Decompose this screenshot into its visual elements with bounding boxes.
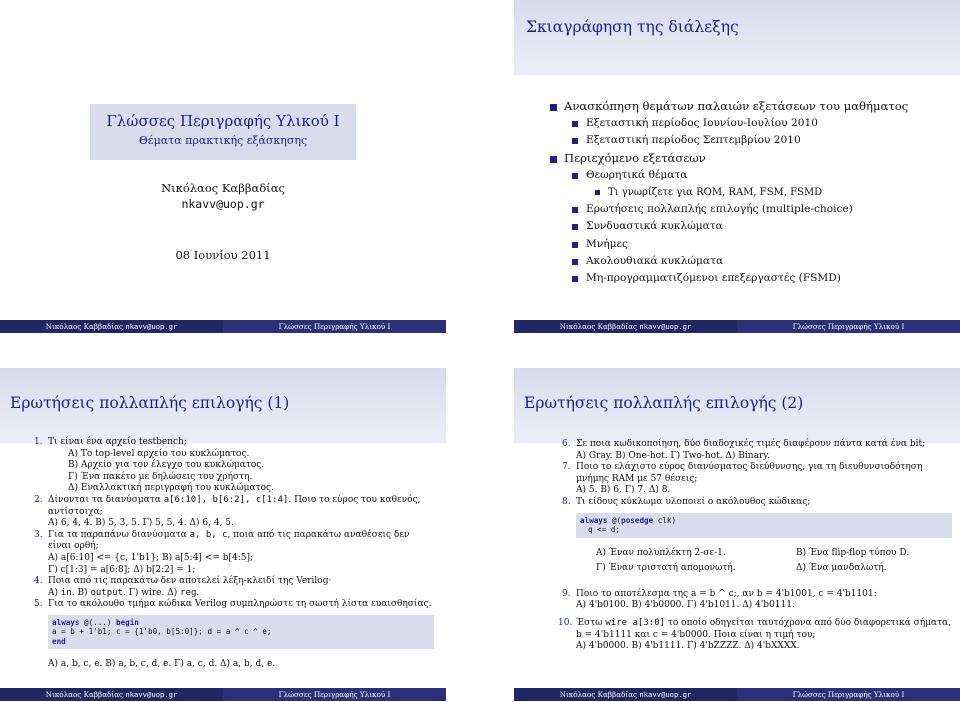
slide-footer — [514, 688, 960, 701]
answers: Α) Gray. Β) One-hot. Γ) Two-hot. Δ) Binary. — [576, 450, 771, 461]
question-text: Για τα παραπάνω διανύσματα — [48, 529, 190, 540]
inline-code: reg — [180, 587, 197, 598]
footer-author: Νικόλαος Καββαδίας — [45, 690, 124, 699]
question-7 — [562, 462, 952, 485]
footer-author: Νικόλαος Καββαδίας — [559, 690, 638, 699]
code-keyword: always — [52, 617, 80, 627]
code-block — [576, 513, 952, 538]
question-text: Ποιο το ελάχιστο εύρος διανύσματος διεύθυνσης, για τη διευθυνσιοδότηση μνήμης RAM με 57 θέσεις; — [576, 462, 923, 484]
slide-footer — [0, 320, 446, 333]
question-text: Τι είναι ένα αρχείο testbench; — [48, 437, 187, 447]
question-list — [34, 437, 434, 671]
slide-footer — [514, 320, 960, 333]
outline-slide — [514, 0, 960, 333]
inline-code: a[6:10], b[6:2], c[1:4] — [163, 494, 289, 505]
question-text: το οποίο οδηγείται ταυτόχρονα από δύο διαφορετικά σήματα, b = 4'b1111 και c = 4'b0000. Ποια είναι η τιμή του; — [576, 617, 952, 640]
question-number: 6. — [562, 439, 571, 449]
outline-item: Τι γνωρίζετε για ROM, RAM, FSM, FSMD — [548, 184, 953, 201]
outline-item: Ανασκόπηση θεμάτων παλαιών εξετάσεων του μαθήματος — [548, 98, 953, 115]
question-text: Ποιο το αποτέλεσμα της a = b ^ c;, αν b = 4'b1001, c = 4'b1101: — [576, 588, 877, 599]
code-block — [48, 615, 434, 650]
outline-item: Ερωτήσεις πολλαπλής επιλογής (multiple-choice) — [548, 201, 953, 218]
outline-item: Εξεταστική περίοδος Σεπτεμβρίου 2010 — [548, 132, 953, 149]
outline-item: Συνδυαστικά κυκλώματα — [548, 218, 953, 235]
answers: Γ) c[1:3] = a[6:8]; Δ) b[2:2] = 1; — [48, 564, 196, 575]
footer-author: Νικόλαος Καββαδίας — [45, 322, 124, 331]
answers: Α) a, b, c, e. Β) a, b, c, d, e. Γ) a, c, d. Δ) a, b, d, e. — [48, 659, 276, 670]
question-5 — [34, 599, 434, 611]
option: Α) Έναν πολυπλέκτη 2-σε-1. — [596, 547, 726, 558]
code-keyword: end — [52, 636, 66, 646]
slide-title: Ερωτήσεις πολλαπλής επιλογής (2) — [524, 394, 804, 412]
mc-slide-1 — [0, 368, 446, 701]
title-box — [90, 104, 356, 160]
slide-title: Ερωτήσεις πολλαπλής επιλογής (1) — [10, 394, 290, 412]
footer-author: Νικόλαος Καββαδίας — [559, 322, 638, 331]
author-block — [0, 180, 446, 212]
option: Δ) Εναλλακτική περιγραφή του κυκλώματος. — [68, 483, 274, 494]
question-number: 4. — [34, 576, 43, 587]
mc-slide-2 — [514, 368, 960, 701]
question-1 — [34, 437, 434, 449]
question-text: Ποια από τις παρακάτω δεν αποτελεί λέξη-κλειδί της Verilog· — [48, 576, 332, 587]
answer-text: Α) — [48, 587, 61, 598]
question-text: . Ποιο το εύρος του καθενός, αντίστοιχα; — [48, 494, 421, 517]
answer-text: . Γ) wire. Δ) — [122, 587, 181, 598]
question-text: Έστω — [576, 617, 606, 628]
code-text: @(...) — [79, 617, 117, 627]
footer-email: nkavv@uop.gr — [125, 322, 178, 331]
question-number: 7. — [562, 462, 571, 473]
question-text: Για το ακόλουθο τμήμα κώδικα Verilog συμπληρώστε τη σωστή λίστα ευαισθησίας. — [48, 599, 432, 610]
code-text: @( — [607, 515, 622, 525]
code-keyword: begin — [116, 617, 139, 627]
option: Γ) Ένα πακέτο με δηλώσεις του χρήστη. — [68, 471, 253, 482]
option: Β) Ένα flip-flop τύπου D. — [796, 547, 910, 558]
question-2 — [34, 495, 434, 518]
option: Β) Αρχείο για τον έλεγχο του κυκλώματος. — [68, 460, 265, 471]
outline-item: Μνήμες — [548, 236, 953, 253]
answers: Α) 5. Β) 6. Γ) 7. Δ) 8. — [576, 485, 671, 496]
question-number: 9. — [562, 588, 571, 599]
presentation-date: 08 Ιουνίου 2011 — [175, 248, 271, 262]
author-name: Νικόλαος Καββαδίας — [161, 181, 285, 195]
answers: Α) a[6:10] <= {c, 1'b1}; Β) a[5:4] <= b[4:5]; — [48, 552, 254, 563]
slide-title: Σκιαγράφηση της διάλεξης — [526, 18, 739, 36]
presentation-title: Γλώσσες Περιγραφής Υλικού Ι — [106, 112, 340, 130]
question-number: 8. — [562, 496, 571, 507]
question-text: Τι είδους κύκλωμα υλοποιεί ο ακόλουθος κώδικας; — [576, 496, 811, 507]
inline-code: output — [90, 587, 123, 598]
question-number: 10. — [558, 617, 573, 628]
question-list — [558, 439, 952, 653]
footer-email: nkavv@uop.gr — [639, 322, 692, 331]
inline-code: a, b, c — [189, 529, 228, 540]
answer-text: . — [196, 587, 200, 598]
question-number: 3. — [34, 529, 43, 540]
outline-item: Εξεταστική περίοδος Ιουνίου-Ιουλίου 2010 — [548, 115, 953, 132]
question-number: 1. — [34, 437, 43, 447]
option: Α) Το top-level αρχείο του κυκλώματος. — [68, 448, 250, 459]
answers — [34, 588, 434, 600]
question-4 — [34, 576, 434, 588]
outline-item: Θεωρητικά θέματα — [548, 167, 953, 184]
outline-list — [548, 98, 953, 287]
title-slide — [0, 0, 446, 333]
option: Δ) Ένα μανδαλωτή. — [796, 563, 887, 574]
code-line: a = b + 1'b1; c = {1'b0, b[5:0]}; d = a ^ c ^ e; — [52, 627, 272, 637]
outline-item: Περιεχόμενο εξετάσεων — [548, 150, 953, 167]
options-grid — [596, 548, 952, 575]
answers: Α) 4'b0100. Β) 4'b0000. Γ) 4'b1011. Δ) 4'b0111. — [576, 600, 795, 611]
question-text: Σε ποια κωδικοποίηση, δύο διαδοχικές τιμές διαφέρουν πάντα κατά ένα bit; — [576, 439, 926, 449]
option: Γ) Έναν τριστατή απομονωτή. — [596, 563, 736, 574]
question-text: Δίνονται τα διανύσματα — [48, 494, 164, 505]
footer-course: Γλώσσες Περιγραφής Υλικού Ι — [278, 690, 391, 699]
question-number: 2. — [34, 494, 43, 505]
inline-code: wire a[3:0] — [605, 617, 666, 628]
slide-header-band — [514, 0, 960, 75]
presentation-subtitle: Θέματα πρακτικής εξάσκησης — [138, 134, 308, 147]
answer-text: . Β) — [71, 587, 91, 598]
question-10 — [558, 617, 952, 641]
outline-item: Μη-προγραμματιζόμενοι επεξεργαστές (FSMD) — [548, 270, 953, 287]
answers: Α) 6, 4, 4. Β) 5, 3, 5. Γ) 5, 5, 4. Δ) 6, 4, 5. — [48, 518, 234, 529]
footer-course: Γλώσσες Περιγραφής Υλικού Ι — [792, 690, 905, 699]
question-9 — [562, 589, 952, 601]
code-line: q <= d; — [588, 525, 621, 535]
author-email: nkavv@uop.gr — [181, 197, 265, 211]
code-keyword: always — [580, 515, 608, 525]
code-text: clk) — [653, 515, 677, 525]
question-number: 5. — [34, 599, 43, 610]
outline-item: Ακολουθιακά κυκλώματα — [548, 253, 953, 270]
question-6 — [562, 439, 952, 451]
footer-course: Γλώσσες Περιγραφής Υλικού Ι — [792, 322, 905, 331]
inline-code: in — [60, 587, 72, 598]
code-keyword: posedge — [621, 515, 654, 525]
footer-email: nkavv@uop.gr — [639, 690, 692, 699]
footer-course: Γλώσσες Περιγραφής Υλικού Ι — [278, 322, 391, 331]
footer-email: nkavv@uop.gr — [125, 690, 178, 699]
question-3 — [34, 530, 434, 553]
answers: Α) 4'b0000. Β) 4'b1111. Γ) 4'bZZZZ. Δ) 4'bXXXX. — [576, 641, 800, 652]
slide-footer — [0, 688, 446, 701]
question-8 — [562, 497, 952, 509]
question-text: , ποια από τις παρακάτω αναθέσεις δεν είναι ορθή; — [48, 529, 410, 552]
